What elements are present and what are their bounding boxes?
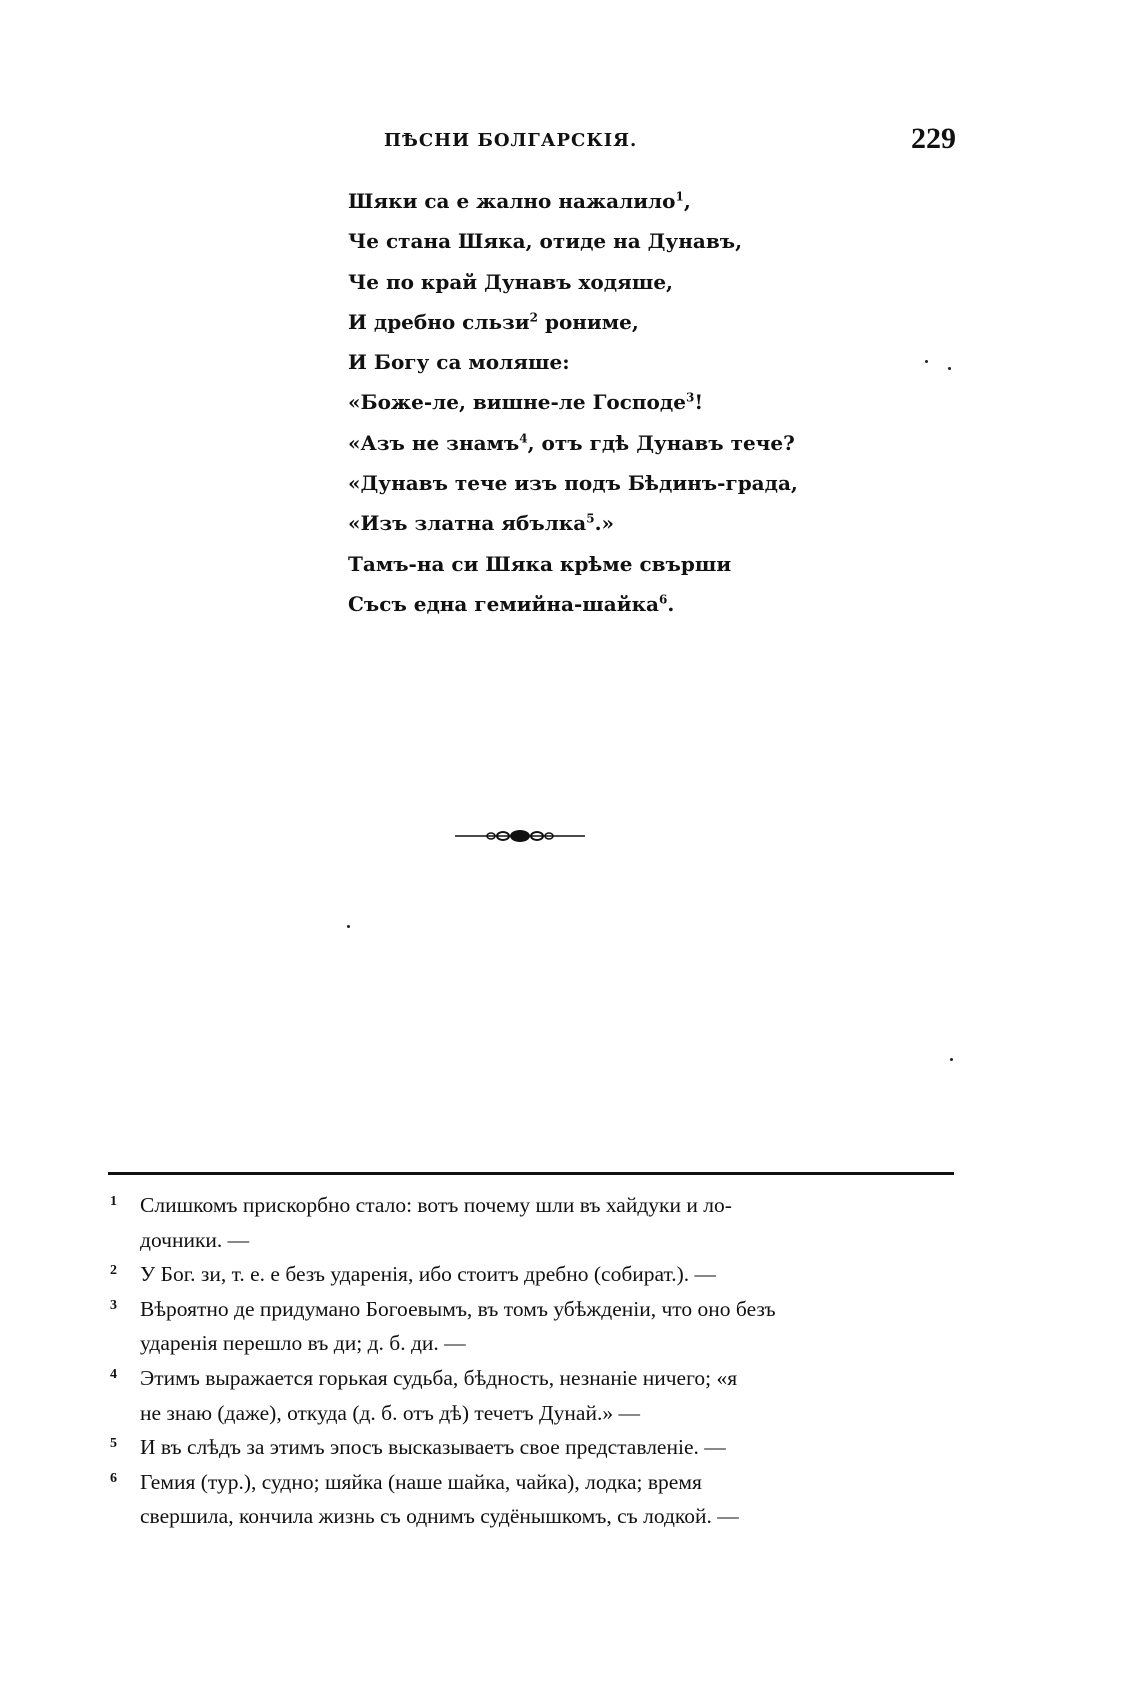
footnote: 3 Вѣроятно де придумано Богоевымъ, въ томъ убѣжденіи, что оно безъ ударенія перешло въ ди; д. б. ди. —	[110, 1296, 776, 1356]
verse-line: И Богу са моляше:	[348, 350, 570, 375]
print-speck	[925, 360, 928, 363]
footnote: 5 И въ слѣдъ за этимъ эпосъ высказываетъ свое представленіе. —	[110, 1435, 726, 1460]
running-title: ПѢСНИ БОЛГАРСКІЯ.	[384, 130, 638, 151]
verse-line: Съсъ една гемийна-шайка$^6$.	[348, 591, 675, 616]
verse-line: «Боже-ле, вишне-ле Господе$^3$!	[348, 390, 704, 415]
print-speck	[950, 1058, 953, 1061]
page-number: 229	[911, 122, 956, 155]
verse-line: Че стана Шяка, отиде на Дунавъ,	[348, 229, 743, 254]
footnote: 4 Этимъ выражается горькая судьба, бѣдность, незнаніе ничего; «я не знаю (даже), откуда (д. б. отъ дѣ) течетъ Дунай.» —	[110, 1365, 738, 1425]
verse-line: «Азъ не знамъ$^4$, отъ гдѣ Дунавъ тече?	[348, 430, 795, 455]
footnote-rule	[108, 1172, 954, 1175]
ornament-divider	[455, 826, 585, 846]
footnote: 1 Слишкомъ прискорбно стало: вотъ почему шли въ хайдуки и ло- дочники. —	[110, 1193, 732, 1252]
verse-line: «Изъ златна ябълка$^5$.»	[348, 511, 615, 536]
verse-line: Шяки са е жално нажалило$^1$,	[348, 189, 691, 213]
verse-line: Тамъ-на си Шяка крѣме свърши	[348, 551, 732, 576]
footnote: 6 Гемия (тур.), судно; шяйка (наше шайка, чайка), лодка; время свершила, кончила жизнь съ однимъ судёнышкомъ, съ лодкой. —	[110, 1469, 739, 1529]
footnotes	[108, 1188, 966, 1534]
verse-line: Че по край Дунавъ ходяше,	[348, 269, 674, 294]
footnote: 2 У Бог. зи, т. е. е безъ ударенія, ибо стоитъ дребно (собират.). —	[110, 1262, 717, 1287]
verse-line: «Дунавъ тече изъ подъ Бѣдинъ-града,	[348, 471, 798, 496]
print-speck	[347, 925, 350, 928]
song-verses	[348, 181, 868, 624]
page-header	[384, 122, 956, 162]
print-speck	[948, 367, 951, 370]
verse-line: И дребно сльзи$^2$ рониме,	[348, 309, 639, 334]
